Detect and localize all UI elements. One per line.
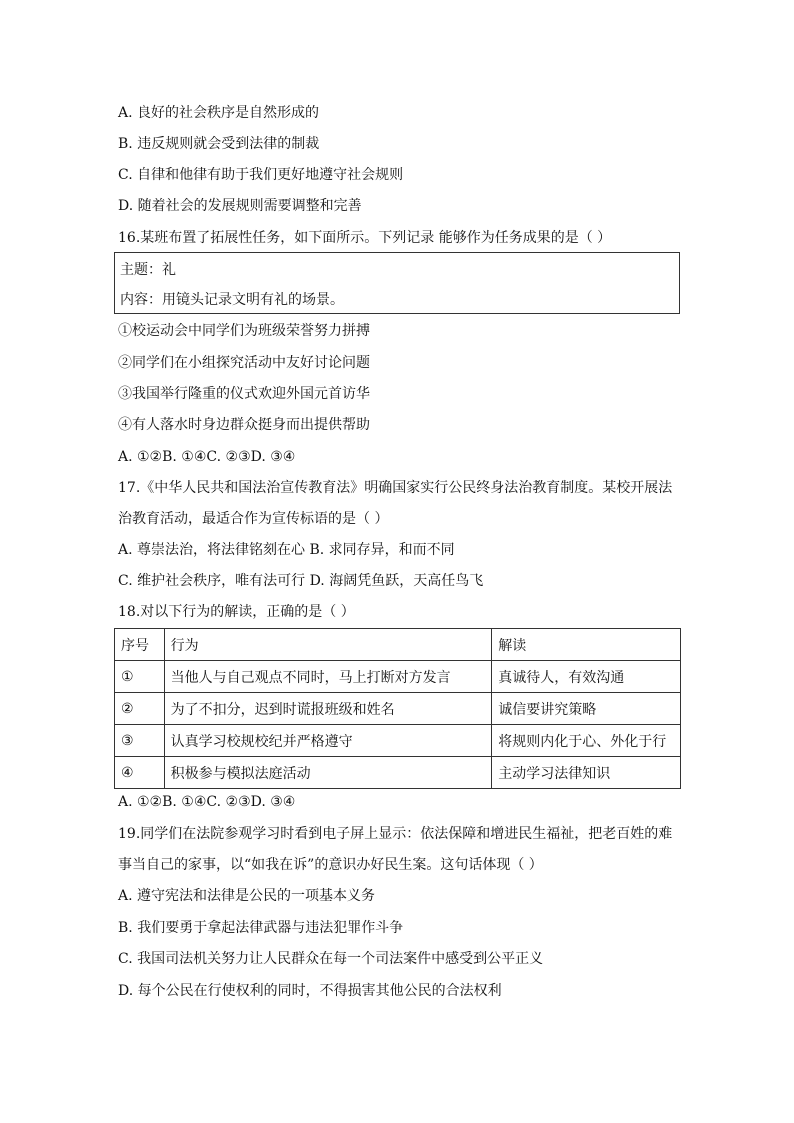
row-behavior-cell: 积极参与模拟法庭活动: [164, 757, 492, 789]
q15-option-c: C. 自律和他律有助于我们更好地遵守社会规则: [118, 167, 404, 183]
q16-item-4: ④有人落水时身边群众挺身而出提供帮助: [118, 417, 370, 433]
header-cell-interpretation: 解读: [492, 629, 681, 661]
table-row: [115, 693, 681, 725]
q17-stem-line2: 治教育活动，最适合作为宣传标语的是（ ）: [118, 511, 389, 527]
row-number-cell: ④: [115, 757, 165, 789]
q19-stem-line1: 19.同学们在法院参观学习时看到电子屏上显示：依法保障和增进民生福祉，把老百姓的难: [118, 826, 673, 842]
q17-options-line2: C. 维护社会秩序，唯有法可行 D. 海阔凭鱼跃，天高任鸟飞: [118, 573, 484, 589]
q18-stem: 18.对以下行为的解读，正确的是（ ）: [118, 604, 355, 620]
q16-box-topic: 主题：礼: [120, 262, 176, 278]
q16-choices: A. ①②B. ①④C. ②③D. ③④: [118, 449, 296, 465]
q16-stem: 16.某班布置了拓展性任务，如下面所示。下列记录 能够作为任务成果的是（ ）: [118, 230, 612, 246]
row-interpretation-cell: 将规则内化于心、外化于行: [492, 725, 681, 757]
q16-item-2: ②同学们在小组探究活动中友好讨论问题: [118, 355, 370, 371]
q15-option-d: D. 随着社会的发展规则需要调整和完善: [118, 198, 362, 214]
q17-stem-line1: 17.《中华人民共和国法治宣传教育法》明确国家实行公民终身法治教育制度。某校开展法: [118, 480, 673, 496]
row-number-cell: ③: [115, 725, 165, 757]
row-interpretation-cell: 真诚待人，有效沟通: [492, 661, 681, 693]
row-interpretation-cell: 主动学习法律知识: [492, 757, 681, 789]
q17-options-line1: A. 尊崇法治，将法律铭刻在心 B. 求同存异，和而不同: [118, 542, 455, 558]
q19-option-b: B. 我们要勇于拿起法律武器与违法犯罪作斗争: [118, 920, 404, 936]
q19-option-c: C. 我国司法机关努力让人民群众在每一个司法案件中感受到公平正义: [118, 951, 544, 967]
row-number-cell: ②: [115, 693, 165, 725]
header-cell-behavior: 行为: [164, 629, 492, 661]
q18-behavior-table: [114, 628, 681, 789]
row-behavior-cell: 认真学习校规校纪并严格遵守: [164, 725, 492, 757]
table-row: [115, 757, 681, 789]
row-interpretation-cell: 诚信要讲究策略: [492, 693, 681, 725]
header-cell-number: 序号: [115, 629, 165, 661]
row-number-cell: ①: [115, 661, 165, 693]
q15-option-b: B. 违反规则就会受到法律的制裁: [118, 136, 320, 152]
q19-option-a: A. 遵守宪法和法律是公民的一项基本义务: [118, 888, 376, 904]
q16-box-content: 内容：用镜头记录文明有礼的场景。: [120, 292, 344, 308]
row-behavior-cell: 为了不扣分，迟到时谎报班级和姓名: [164, 693, 492, 725]
q19-option-d: D. 每个公民在行使权利的同时，不得损害其他公民的合法权利: [118, 983, 502, 999]
table-row: [115, 725, 681, 757]
row-behavior-cell: 当他人与自己观点不同时，马上打断对方发言: [164, 661, 492, 693]
q19-stem-line2: 事当自己的家事，以“如我在诉”的意识办好民生案。这句话体现（ ）: [118, 857, 543, 873]
q16-item-1: ①校运动会中同学们为班级荣誉努力拼搏: [118, 323, 370, 339]
q15-option-a: A. 良好的社会秩序是自然形成的: [118, 105, 320, 121]
table-header-row: [115, 629, 681, 661]
table-row: [115, 661, 681, 693]
q18-choices: A. ①②B. ①④C. ②③D. ③④: [118, 794, 296, 810]
q16-item-3: ③我国举行隆重的仪式欢迎外国元首访华: [118, 386, 370, 402]
q16-task-box: [114, 252, 680, 314]
